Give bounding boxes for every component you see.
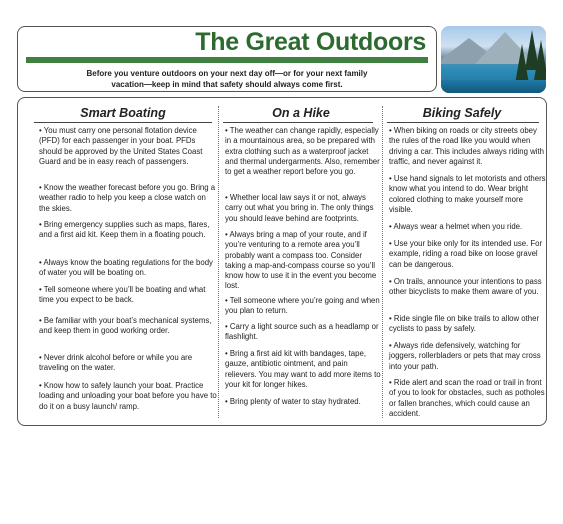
page-title: The Great Outdoors (195, 28, 426, 56)
column-smart-boating (32, 98, 217, 425)
column-on-a-hike (205, 98, 383, 425)
list-item: • Use your bike only for its intended use. For example, riding a road bike on loose gravel can be dangerous. (389, 239, 543, 269)
list-item: • Ride single file on bike trails to allow other cyclists to pass by safely. (389, 314, 540, 334)
list-item: • Carry a light source such as a headlamp or flashlight. (225, 322, 379, 342)
list-item: • Bring a first aid kit with bandages, tape, gauze, antibiotic ointment, and pain relievers. You may want to add more items to your kit for longer hikes. (225, 349, 381, 389)
column-title: Biking Safely (422, 106, 502, 120)
list-item: • Ride alert and scan the road or trail in front of you to look for obstacles, such as potholes or fallen branches, which could cause an accident. (389, 378, 545, 418)
list-item: • When biking on roads or city streets obey the rules of the road like you would when driving a car. This includes always riding with traffic, and never against it. (389, 126, 544, 166)
intro-line-1: Before you venture outdoors on your next day off—or for your next family (86, 69, 368, 78)
column-biking-safely (374, 98, 546, 425)
list-item: • Never drink alcohol before or while you are traveling on the water. (39, 353, 193, 373)
column-title-rule (223, 122, 373, 123)
lake-water (441, 80, 546, 93)
list-item: • Bring plenty of water to stay hydrated. (225, 397, 361, 406)
column-title-rule (34, 122, 212, 123)
list-item: • The weather can change rapidly, especially in a mountainous area, so be prepared with extra clothing such as a waterproof jacket and thermal undergarments. Also, remember to get a weather report before you go. (225, 126, 380, 177)
list-item: • Always know the boating regulations for the body of water you will be boating on. (39, 258, 213, 278)
pine-tree (534, 40, 546, 80)
list-item: • Use hand signals to let motorists and others know what you intend to do. Wear bright colored clothing to make yourself more visible. (389, 174, 546, 214)
column-title: On a Hike (272, 106, 330, 120)
column-title: Smart Boating (80, 106, 166, 120)
mountain-lake-photo (441, 26, 546, 93)
list-item: • Always ride defensively, watching for joggers, rollerbladers or pets that may cross into your path. (389, 341, 541, 371)
list-item: • Always bring a map of your route, and if you’re venturing to a remote area you’ll probably want a compass too. Consider taking a map-and-compass course so you’ll know how to use it in the event you become lost. (225, 230, 377, 291)
list-item: • Tell someone where you’re going and when you plan to return. (225, 296, 380, 316)
list-item: • Always wear a helmet when you ride. (389, 222, 523, 231)
list-item: • Know the weather forecast before you go. Bring a weather radio to help you keep a close watch on the skies. (39, 183, 216, 213)
column-title-rule (387, 122, 539, 123)
title-underline-bar (26, 57, 428, 63)
list-item: • You must carry one personal flotation device (PFD) for each passenger in your boat. PFDs should be approved by the United States Coast Guard and be in easy reach of passengers. (39, 126, 203, 166)
list-item: • Know how to safely launch your boat. Practice loading and unloading your boat before you have to do it on a busy launch/ ramp. (39, 381, 217, 411)
list-item: • Be familiar with your boat’s mechanical systems, and keep them in good working order. (39, 316, 212, 336)
list-item: • Bring emergency supplies such as maps, flares, and a first aid kit. Keep them in a floating pouch. (39, 220, 210, 240)
intro-text (18, 69, 436, 90)
header-box (17, 26, 437, 92)
list-item: • Whether local law says it or not, always carry out what you bring in. The only things you should leave behind are footprints. (225, 193, 374, 223)
list-item: • On trails, announce your intentions to pass other bicyclists to make them aware of you. (389, 277, 542, 297)
tips-panel (17, 97, 547, 426)
list-item: • Tell someone where you’ll be boating and what time you expect to be back. (39, 285, 206, 305)
intro-line-2: vacation—keep in mind that safety should always come first. (111, 79, 343, 89)
